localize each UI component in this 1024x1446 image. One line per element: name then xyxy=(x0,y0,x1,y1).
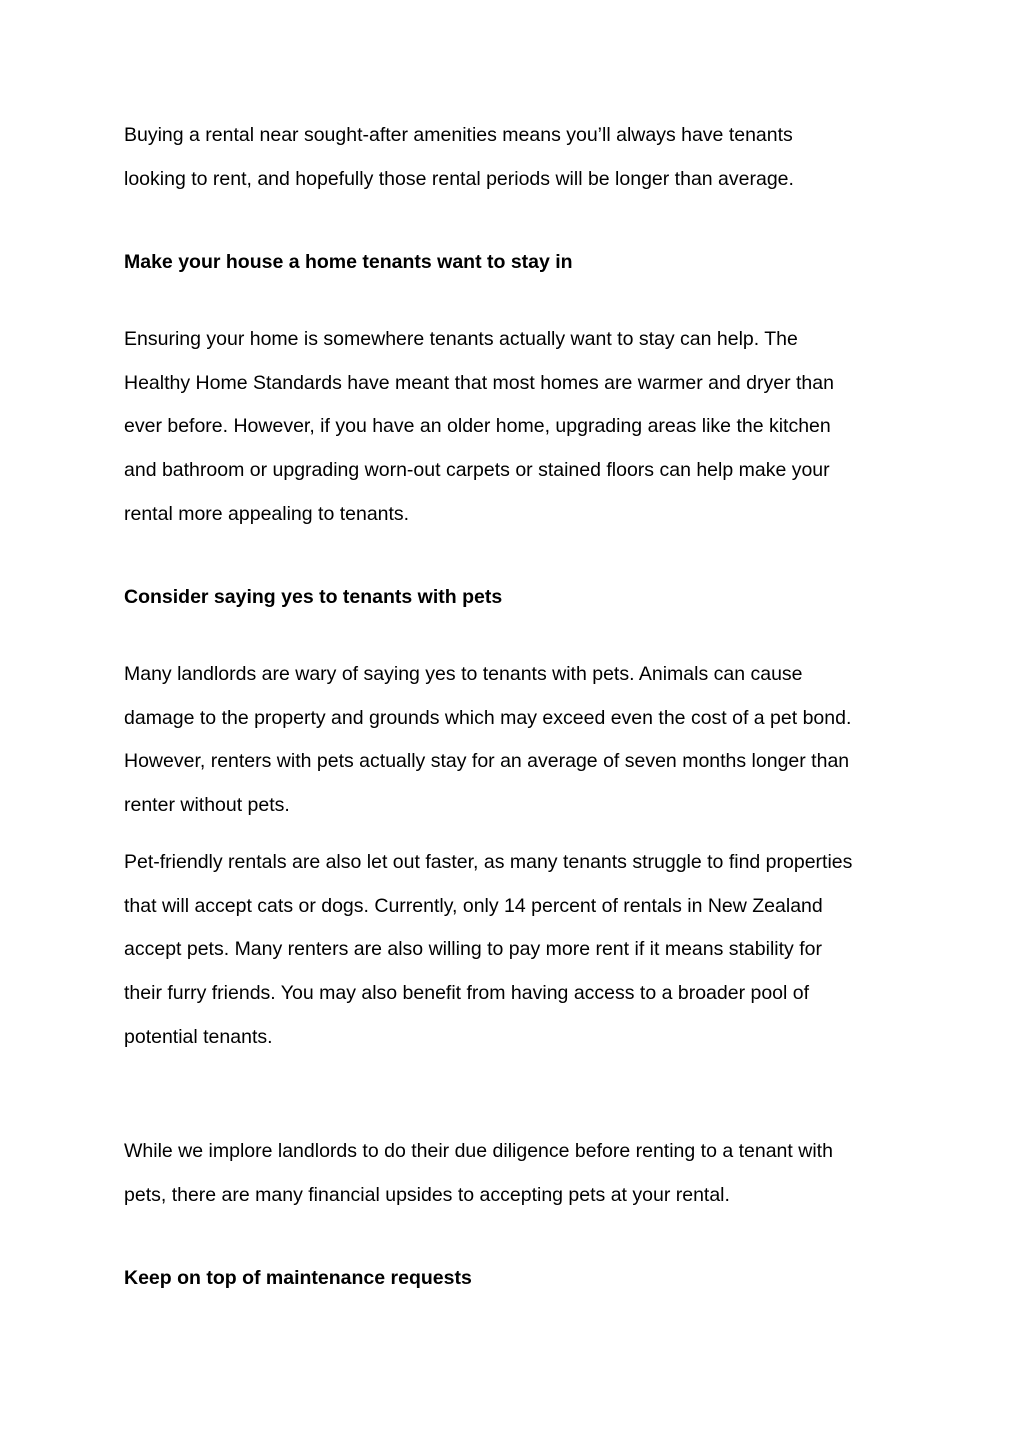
text-line: rental more appealing to tenants. xyxy=(124,503,410,525)
text-line: looking to rent, and hopefully those rental periods will be longer than average. xyxy=(124,168,794,190)
section-heading: Consider saying yes to tenants with pets xyxy=(124,586,503,608)
text-line: However, renters with pets actually stay for an average of seven months longer than xyxy=(124,750,850,772)
text-line: accept pets. Many renters are also willing to pay more rent if it means stability for xyxy=(124,938,822,960)
text-line: potential tenants. xyxy=(124,1026,273,1048)
text-line: damage to the property and grounds which may exceed even the cost of a pet bond. xyxy=(124,707,852,729)
text-line: Pet-friendly rentals are also let out faster, as many tenants struggle to find properties xyxy=(124,851,853,873)
text-line: their furry friends. You may also benefit from having access to a broader pool of xyxy=(124,982,810,1004)
text-line: ever before. However, if you have an older home, upgrading areas like the kitchen xyxy=(124,415,831,437)
text-line: Healthy Home Standards have meant that most homes are warmer and dryer than xyxy=(124,372,834,394)
text-line: renter without pets. xyxy=(124,794,290,816)
text-line: Buying a rental near sought-after amenities means you’ll always have tenants xyxy=(124,124,793,146)
text-line: Many landlords are wary of saying yes to tenants with pets. Animals can cause xyxy=(124,663,803,685)
text-line: pets, there are many financial upsides to accepting pets at your rental. xyxy=(124,1184,730,1206)
text-line: While we implore landlords to do their due diligence before renting to a tenant with xyxy=(124,1140,833,1162)
text-line: and bathroom or upgrading worn-out carpets or stained floors can help make your xyxy=(124,459,830,481)
section-heading: Keep on top of maintenance requests xyxy=(124,1267,472,1289)
text-line: that will accept cats or dogs. Currently, only 14 percent of rentals in New Zealand xyxy=(124,895,823,917)
text-line: Ensuring your home is somewhere tenants actually want to stay can help. The xyxy=(124,328,798,350)
section-heading: Make your house a home tenants want to stay in xyxy=(124,251,573,273)
